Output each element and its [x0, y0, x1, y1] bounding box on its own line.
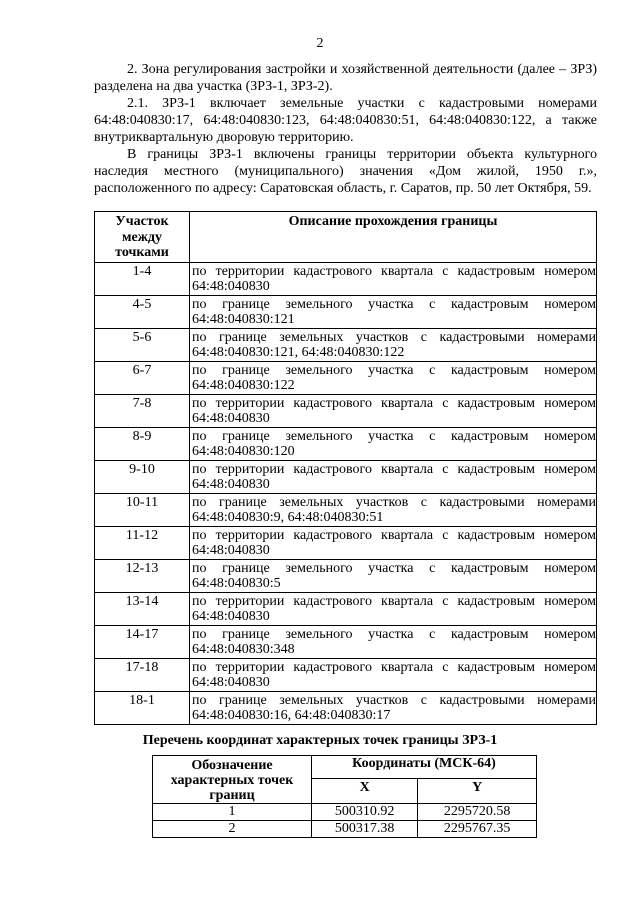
segment-cell: 5-6	[95, 328, 190, 361]
description-line: по территории кадастрового квартала с кадастровым номером	[192, 659, 596, 675]
description-cadastral-number: 64:48:040830	[192, 543, 270, 558]
segment-cell: 7-8	[95, 394, 190, 427]
description-cell	[190, 262, 597, 295]
description-line: по границе земельных участков с кадастровыми номерами	[192, 329, 596, 345]
boundary-row	[95, 361, 597, 394]
paragraph-zrz1-parcels: 2.1. ЗРЗ-1 включает земельные участки с кадастровыми номерами 64:48:040830:17, 64:48:040830:123, 64:48:040830:51, 64:48:040830:122, а также внутриквартальную дворовую территорию.	[94, 96, 597, 145]
description-line: по границе земельных участков с кадастровыми номерами	[192, 692, 596, 708]
segment-cell: 11-12	[95, 526, 190, 559]
paragraph-heritage-object: В границы ЗРЗ-1 включены границы территории объекта культурного наследия местного (муниципального) значения «Дом жилой, 1950 г.», расположенного по адресу: Саратовская область, г. Саратов, пр. 50 лет Октября, 59.	[94, 147, 597, 196]
description-line: по территории кадастрового квартала с кадастровым номером	[192, 593, 596, 609]
description-cell	[190, 493, 597, 526]
coordinates-title: Перечень координат характерных точек границы ЗРЗ-1	[142, 733, 498, 748]
boundary-row	[95, 295, 597, 328]
description-cell	[190, 526, 597, 559]
segment-header-line: между	[122, 229, 162, 245]
segment-cell: 12-13	[95, 559, 190, 592]
description-cadastral-number: 64:48:040830:121, 64:48:040830:122	[192, 345, 405, 360]
description-cadastral-number: 64:48:040830:120	[192, 444, 295, 459]
description-cadastral-number: 64:48:040830:16, 64:48:040830:17	[192, 708, 391, 723]
point-header-line: характерных точек	[170, 773, 294, 788]
description-line: по границе земельного участка с кадастровым номером	[192, 626, 596, 642]
description-cadastral-number: 64:48:040830	[192, 675, 270, 690]
boundary-description-table	[94, 211, 597, 725]
boundary-row	[95, 328, 597, 361]
paragraph-zone-division: 2. Зона регулирования застройки и хозяйственной деятельности (далее – ЗРЗ) разделена на два участка (ЗРЗ-1, ЗРЗ-2).	[94, 62, 597, 94]
boundary-row	[95, 493, 597, 526]
description-line: по территории кадастрового квартала с кадастровым номером	[192, 395, 596, 411]
segment-cell: 6-7	[95, 361, 190, 394]
description-cell	[190, 559, 597, 592]
description-cadastral-number: 64:48:040830	[192, 279, 270, 294]
coordinates-header-row	[153, 756, 537, 779]
description-line: по границе земельных участков с кадастровыми номерами	[192, 494, 596, 510]
description-cell	[190, 460, 597, 493]
coordinates-system-header: Координаты (МСК-64)	[312, 756, 537, 779]
boundary-row	[95, 658, 597, 691]
description-cadastral-number: 64:48:040830:5	[192, 576, 281, 591]
description-line: по границе земельного участка с кадастровым номером	[192, 362, 596, 378]
segment-cell: 17-18	[95, 658, 190, 691]
description-cell	[190, 361, 597, 394]
description-line: по территории кадастрового квартала с кадастровым номером	[192, 461, 596, 477]
description-cadastral-number: 64:48:040830:9, 64:48:040830:51	[192, 510, 384, 525]
point-header-line: Обозначение	[191, 758, 273, 773]
x-coordinate-cell: 500310.92	[312, 804, 418, 821]
boundary-row	[95, 427, 597, 460]
segment-cell: 10-11	[95, 493, 190, 526]
y-coordinate-cell: 2295720.58	[418, 804, 537, 821]
description-cell	[190, 658, 597, 691]
boundary-row	[95, 559, 597, 592]
description-cadastral-number: 64:48:040830:348	[192, 642, 295, 657]
segment-header-line: точками	[115, 245, 169, 260]
description-cell	[190, 592, 597, 625]
boundary-row	[95, 262, 597, 295]
description-line: по границе земельного участка с кадастровым номером	[192, 428, 596, 444]
description-cadastral-number: 64:48:040830:122	[192, 378, 295, 393]
point-number-cell: 1	[153, 804, 312, 821]
description-cell	[190, 691, 597, 724]
boundary-table-body	[95, 262, 597, 724]
boundary-table-header	[95, 212, 597, 263]
description-cell	[190, 427, 597, 460]
description-line: по территории кадастрового квартала с кадастровым номером	[192, 527, 596, 543]
description-column-header: Описание прохождения границы	[190, 212, 597, 263]
description-cell	[190, 328, 597, 361]
boundary-row	[95, 460, 597, 493]
page-number: 2	[316, 36, 324, 51]
segment-column-header	[95, 212, 190, 263]
y-column-header: Y	[418, 779, 537, 804]
description-line: по границе земельного участка с кадастровым номером	[192, 296, 596, 312]
description-cell	[190, 625, 597, 658]
description-cadastral-number: 64:48:040830:121	[192, 312, 295, 327]
y-coordinate-cell: 2295767.35	[418, 821, 537, 838]
x-coordinate-cell: 500317.38	[312, 821, 418, 838]
coordinates-table	[152, 755, 537, 838]
description-cadastral-number: 64:48:040830	[192, 477, 270, 492]
description-line: по территории кадастрового квартала с кадастровым номером	[192, 263, 596, 279]
segment-cell: 14-17	[95, 625, 190, 658]
point-designation-header	[153, 756, 312, 804]
segment-header-line: Участок	[115, 214, 169, 229]
description-cell	[190, 295, 597, 328]
segment-cell: 13-14	[95, 592, 190, 625]
boundary-row	[95, 625, 597, 658]
description-cell	[190, 394, 597, 427]
x-column-header: X	[312, 779, 418, 804]
boundary-row	[95, 691, 597, 724]
description-cadastral-number: 64:48:040830	[192, 411, 270, 426]
boundary-row	[95, 526, 597, 559]
coordinates-table-body	[153, 804, 537, 838]
boundary-row	[95, 592, 597, 625]
coordinate-row	[153, 804, 537, 821]
point-number-cell: 2	[153, 821, 312, 838]
point-header-line: границ	[209, 788, 255, 803]
segment-cell: 9-10	[95, 460, 190, 493]
coordinate-row	[153, 821, 537, 838]
segment-cell: 18-1	[95, 691, 190, 724]
description-cadastral-number: 64:48:040830	[192, 609, 270, 624]
description-line: по границе земельного участка с кадастровым номером	[192, 560, 596, 576]
segment-cell: 8-9	[95, 427, 190, 460]
segment-cell: 4-5	[95, 295, 190, 328]
boundary-row	[95, 394, 597, 427]
segment-cell: 1-4	[95, 262, 190, 295]
